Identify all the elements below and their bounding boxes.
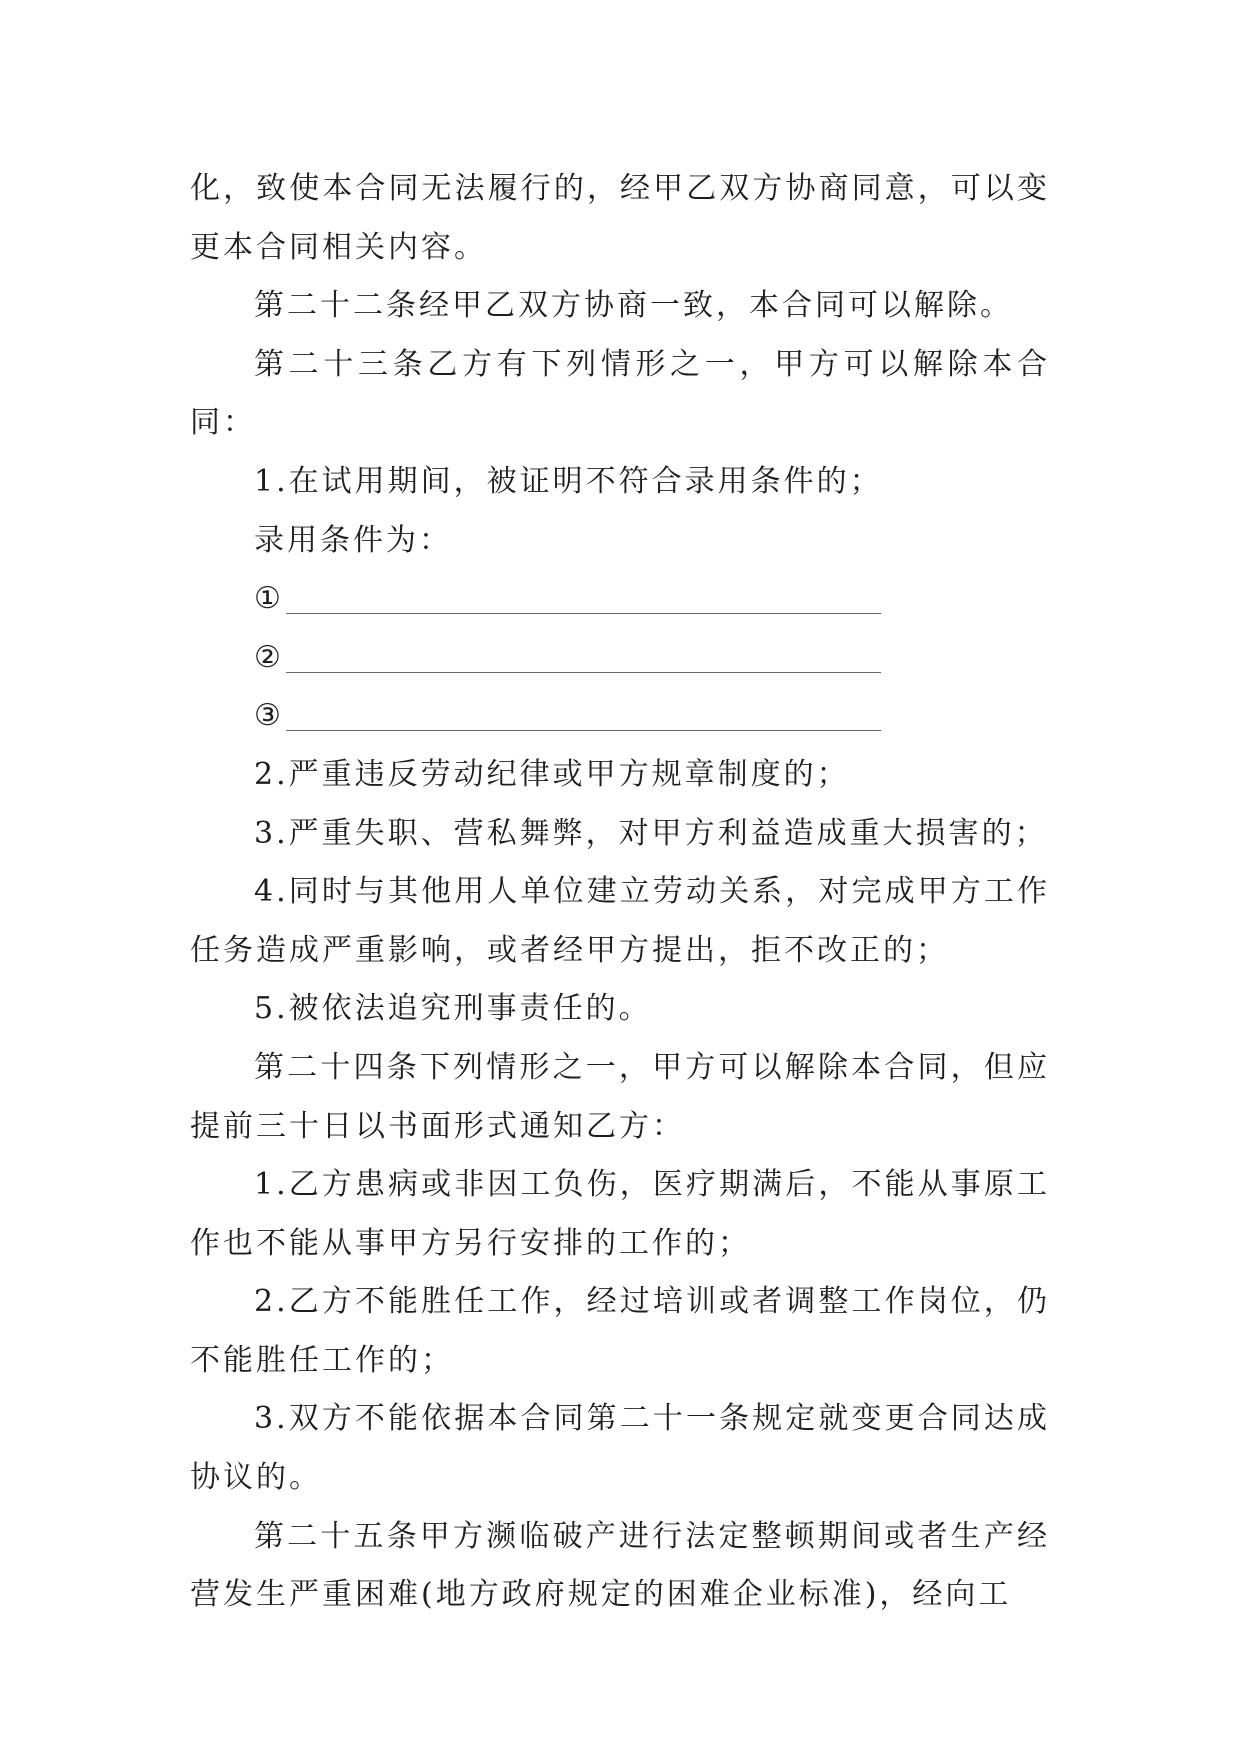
circled-number-marker: ② bbox=[254, 639, 284, 675]
fill-in-blank-line bbox=[190, 687, 1050, 746]
circled-number-marker: ① bbox=[254, 581, 284, 617]
paragraph: 2.乙方不能胜任工作，经过培训或者调整工作岗位，仍不能胜任工作的； bbox=[190, 1284, 1050, 1378]
paragraph: 1.乙方患病或非因工负伤，医疗期满后，不能从事原工作也不能从事甲方另行安排的工作的； bbox=[190, 1167, 1050, 1261]
paragraph: 3.双方不能依据本合同第二十一条规定就变更合同达成协议的。 bbox=[190, 1401, 1050, 1496]
paragraph: 第二十四条下列情形之一，甲方可以解除本合同，但应提前三十日以书面形式通知乙方： bbox=[190, 1049, 1050, 1144]
blank-underline bbox=[286, 708, 881, 731]
blank-underline bbox=[286, 650, 881, 673]
paragraph: 2.严重违反劳动纪律或甲方规章制度的； bbox=[254, 756, 850, 792]
paragraph: 4.同时与其他用人单位建立劳动关系，对完成甲方工作任务造成严重影响，或者经甲方提出，拒不改正的； bbox=[190, 874, 1050, 968]
paragraph: 第二十三条乙方有下列情形之一，甲方可以解除本合同： bbox=[190, 346, 1050, 441]
fill-in-blank-line bbox=[190, 629, 1050, 688]
paragraph: 录用条件为： bbox=[254, 522, 452, 558]
paragraph: 3.严重失职、营私舞弊，对甲方利益造成重大损害的； bbox=[254, 815, 1048, 851]
contract-text-block bbox=[190, 160, 1050, 1625]
circled-number-marker: ③ bbox=[254, 698, 284, 734]
paragraph: 第二十二条经甲乙双方协商一致，本合同可以解除。 bbox=[254, 288, 1013, 324]
paragraph: 1.在试用期间，被证明不符合录用条件的； bbox=[254, 463, 883, 499]
fill-in-blank-line bbox=[190, 570, 1050, 629]
paragraph: 第二十五条甲方濒临破产进行法定整顿期间或者生产经营发生严重困难(地方政府规定的困难企业标准)，经向工 bbox=[190, 1518, 1050, 1613]
paragraph: 化，致使本合同无法履行的，经甲乙双方协商同意，可以变更本合同相关内容。 bbox=[190, 171, 1050, 265]
paragraph: 5.被依法追究刑事责任的。 bbox=[254, 991, 652, 1027]
blank-underline bbox=[286, 591, 881, 614]
